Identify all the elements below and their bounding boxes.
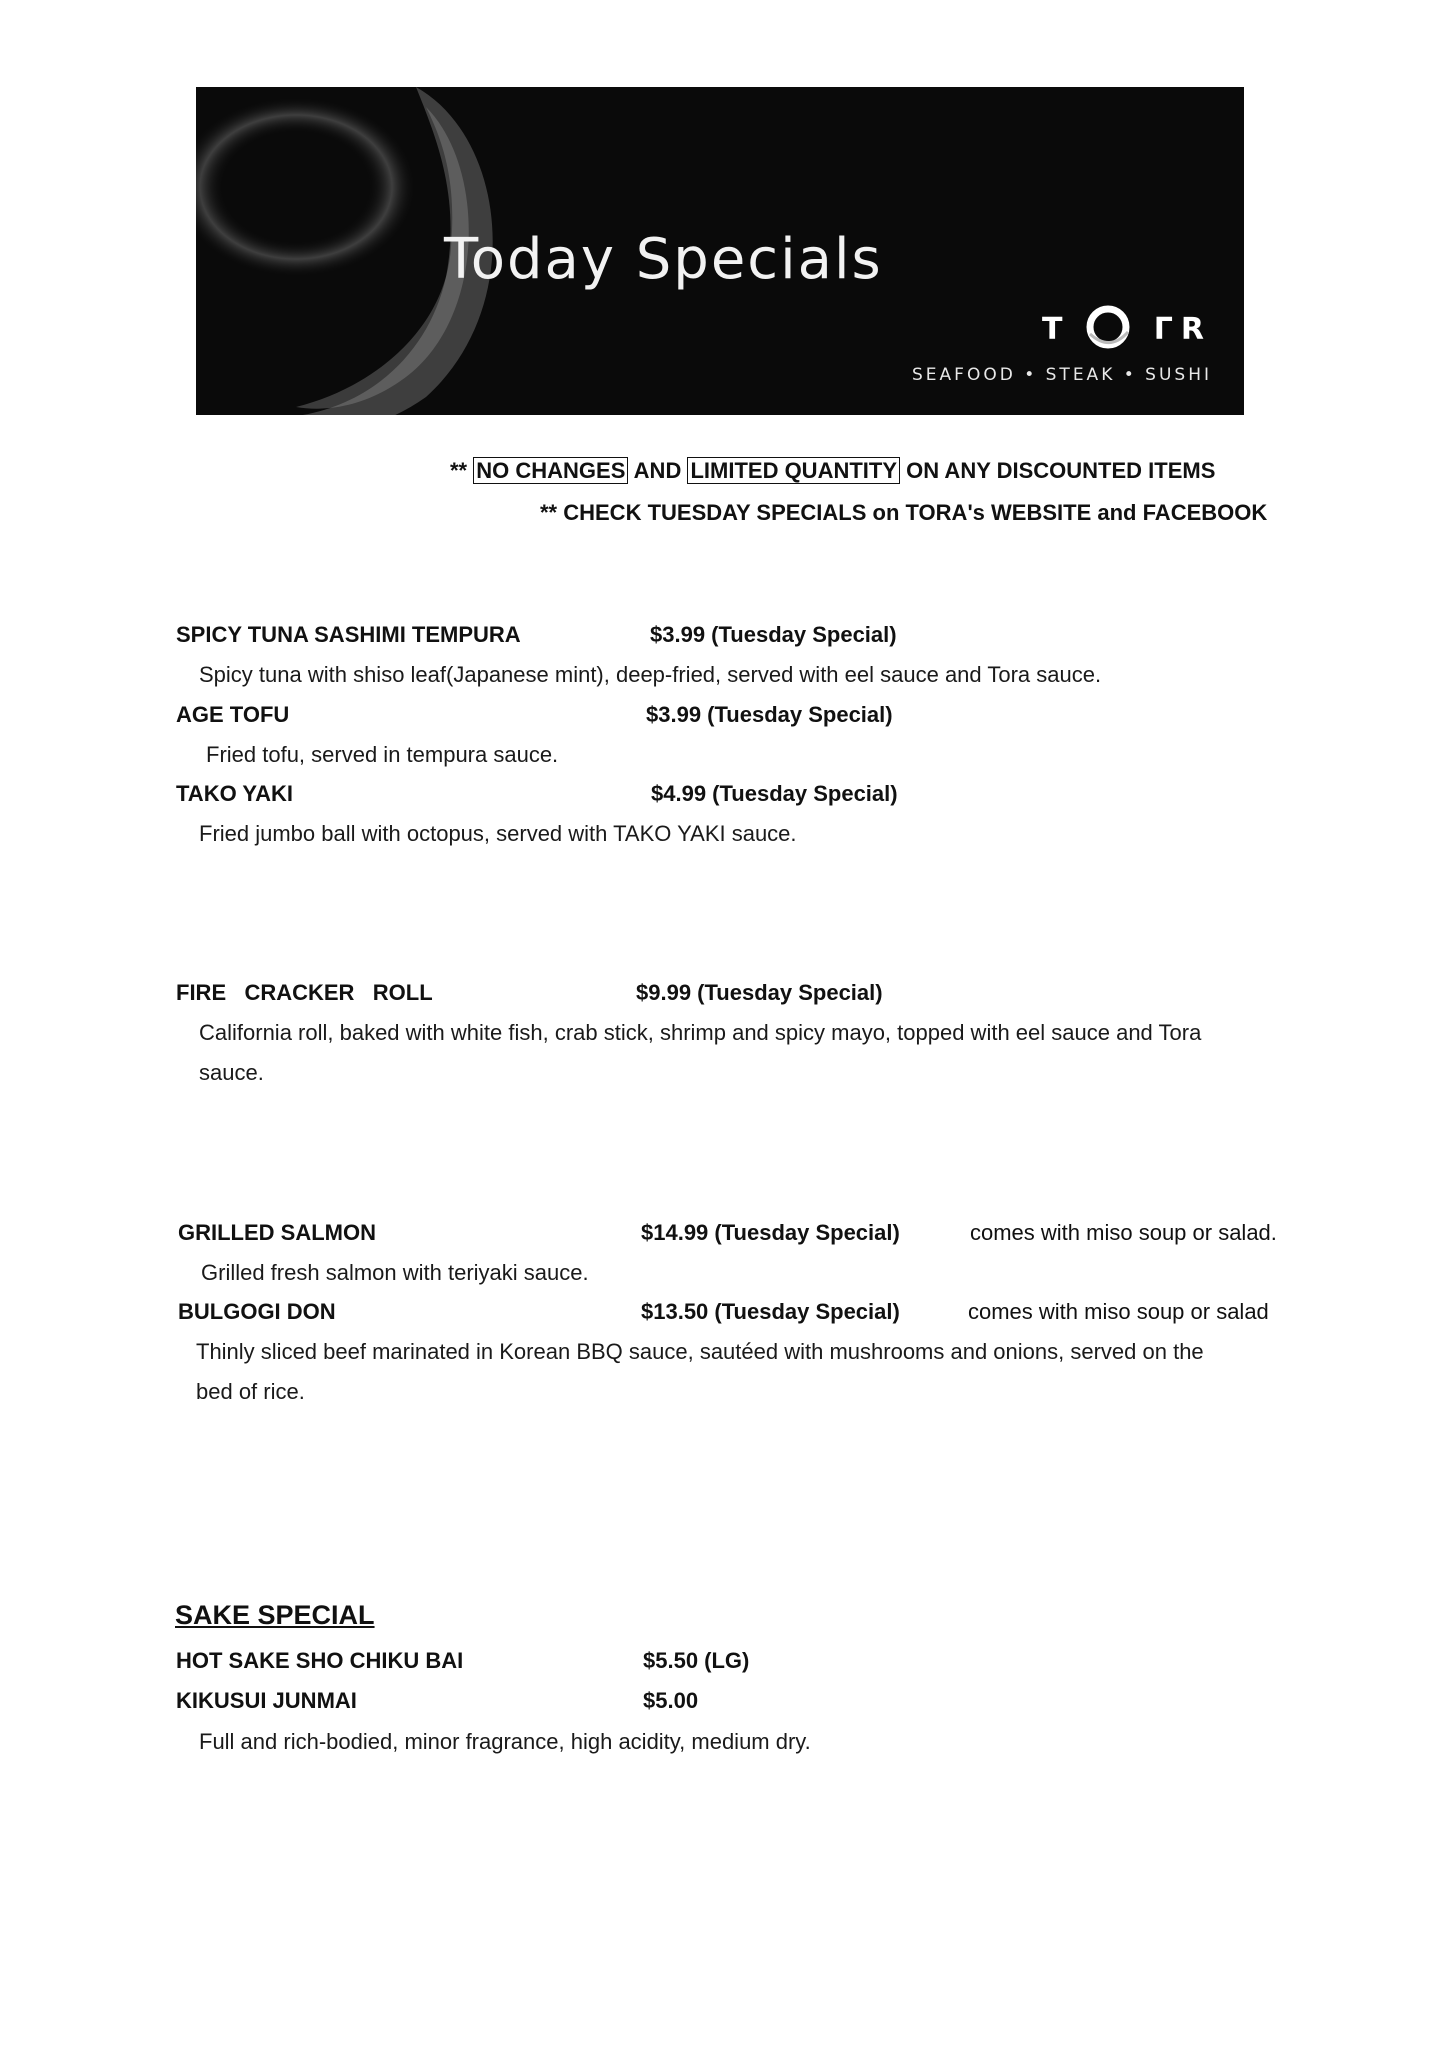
logo-circle-icon xyxy=(1080,302,1136,352)
sake-item-price: $5.00 xyxy=(643,1688,699,1713)
header-banner xyxy=(196,87,1244,415)
item-description: Grilled fresh salmon with teriyaki sauce. xyxy=(201,1260,589,1285)
item-side-note: comes with miso soup or salad xyxy=(968,1299,1269,1324)
item-name: BULGOGI DON xyxy=(178,1299,336,1324)
item-description: California roll, baked with white fish, crab stick, shrimp and spicy mayo, topped with eel sauce and Tora xyxy=(199,1020,1202,1045)
item-description-cont: sauce. xyxy=(199,1060,264,1085)
item-name: SPICY TUNA SASHIMI TEMPURA xyxy=(176,622,521,647)
notice-and: AND xyxy=(633,458,682,483)
item-name: FIRE CRACKER ROLL xyxy=(176,980,433,1005)
notice-limited-quantity: LIMITED QUANTITY xyxy=(687,457,900,484)
item-name: AGE TOFU xyxy=(176,702,290,727)
notice-prefix: ** xyxy=(450,458,468,483)
item-price: $13.50 (Tuesday Special) xyxy=(641,1299,900,1324)
sake-item-name: HOT SAKE SHO CHIKU BAI xyxy=(176,1648,464,1673)
item-description: Fried tofu, served in tempura sauce. xyxy=(206,742,559,767)
item-price: $14.99 (Tuesday Special) xyxy=(641,1220,900,1245)
logo-letter-t: T xyxy=(1042,312,1063,347)
banner-tagline: SEAFOOD • STEAK • SUSHI xyxy=(912,365,1212,385)
sake-section-title: SAKE SPECIAL xyxy=(175,1600,375,1630)
notice-line-1 xyxy=(450,458,1215,484)
item-description: Fried jumbo ball with octopus, served with TAKO YAKI sauce. xyxy=(199,821,797,846)
item-price: $4.99 (Tuesday Special) xyxy=(651,781,898,806)
item-price: $3.99 (Tuesday Special) xyxy=(646,702,893,727)
notice-line-2: ** CHECK TUESDAY SPECIALS on TORA's WEBSITE and FACEBOOK xyxy=(540,500,1268,525)
item-description: Thinly sliced beef marinated in Korean BBQ sauce, sautéed with mushrooms and onions, served on the xyxy=(196,1339,1204,1364)
item-description: Spicy tuna with shiso leaf(Japanese mint), deep-fried, served with eel sauce and Tora sauce. xyxy=(199,662,1102,687)
item-side-note: comes with miso soup or salad. xyxy=(970,1220,1277,1245)
sake-item-description: Full and rich-bodied, minor fragrance, high acidity, medium dry. xyxy=(199,1729,811,1754)
banner-title: Today Specials xyxy=(444,227,883,292)
item-name: TAKO YAKI xyxy=(176,781,293,806)
tora-logo xyxy=(1042,302,1212,352)
sake-item-name: KIKUSUI JUNMAI xyxy=(176,1688,357,1713)
sake-item-price: $5.50 (LG) xyxy=(643,1648,750,1673)
item-price: $9.99 (Tuesday Special) xyxy=(636,980,883,1005)
notice-no-changes: NO CHANGES xyxy=(473,457,628,484)
logo-letters-ra: ΓR xyxy=(1153,312,1212,347)
item-description-cont: bed of rice. xyxy=(196,1379,305,1404)
notice-suffix: ON ANY DISCOUNTED ITEMS xyxy=(906,458,1216,483)
item-name: GRILLED SALMON xyxy=(178,1220,376,1245)
item-price: $3.99 (Tuesday Special) xyxy=(650,622,897,647)
